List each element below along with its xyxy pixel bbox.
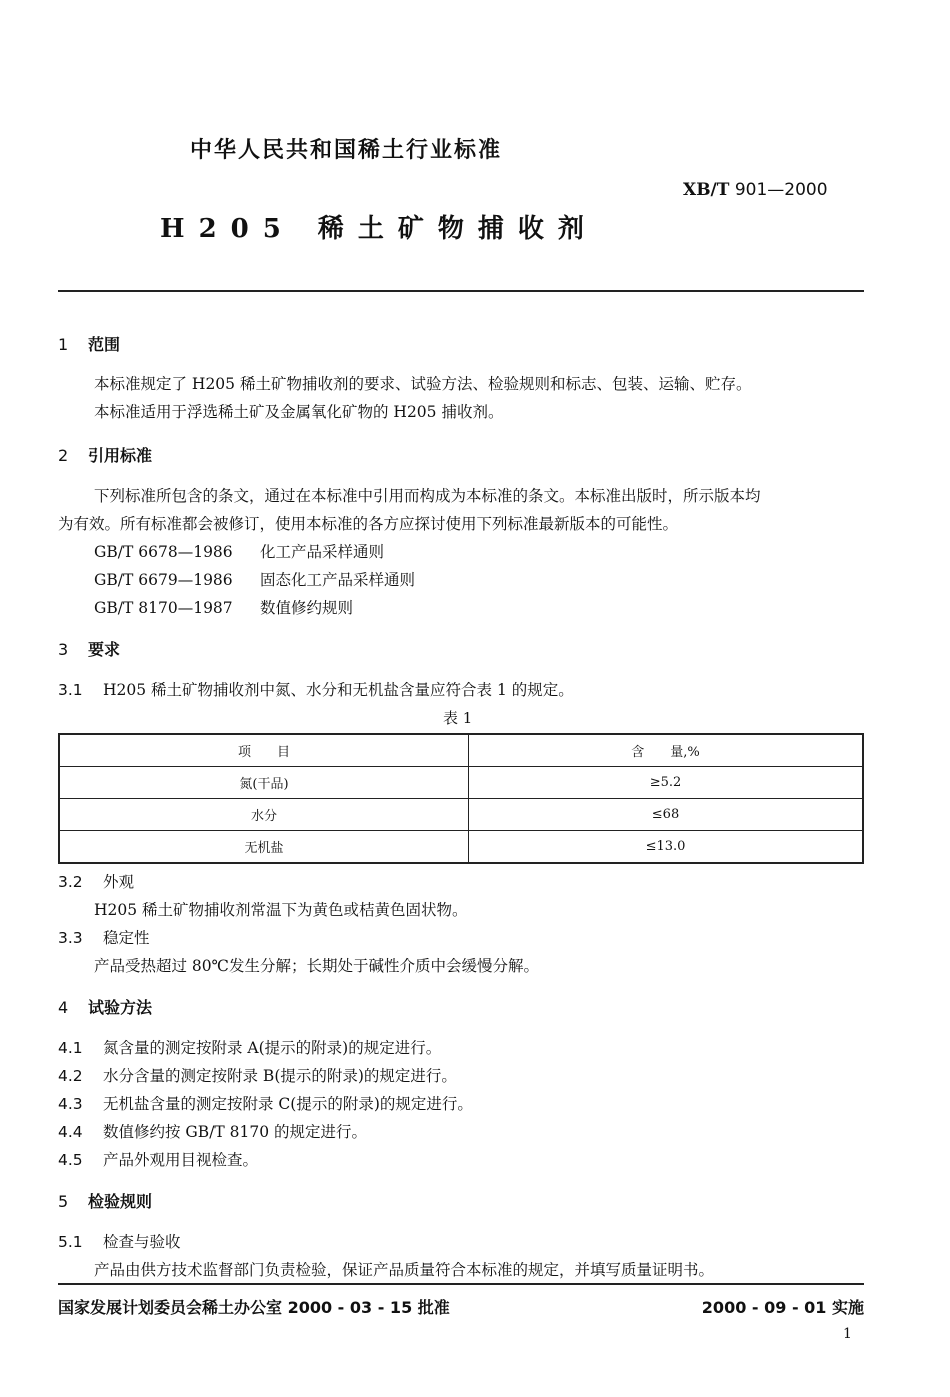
section-title: 要求 — [88, 640, 121, 659]
clause-4-5 — [58, 1148, 258, 1170]
table-caption: 表 1 — [443, 709, 473, 727]
clause-4-4 — [58, 1120, 367, 1142]
ref-name: 固态化工产品采样通则 — [260, 571, 416, 589]
header-cell-content: 含 量,% — [469, 734, 864, 767]
document-title: H205 稀土矿物捕收剂 — [160, 214, 598, 244]
clause-4-2 — [58, 1064, 457, 1086]
clause-3-2 — [58, 870, 134, 892]
clause-text: 无机盐含量的测定按附录 C(提示的附录)的规定进行。 — [103, 1095, 473, 1113]
clause-number: 3.2 — [58, 873, 83, 891]
code-number: 901—2000 — [734, 180, 828, 200]
requirements-table — [58, 733, 864, 864]
clause-number: 4.1 — [58, 1039, 83, 1057]
section-title: 范围 — [88, 335, 121, 354]
section-3-heading — [58, 637, 120, 660]
value-cell: ≤13.0 — [469, 831, 864, 864]
ref-code: GB/T 6678—1986 — [94, 543, 233, 561]
section-number: 4 — [58, 998, 69, 1017]
section-4-heading — [58, 995, 152, 1018]
section-5-heading — [58, 1189, 152, 1212]
code-prefix: XB/T — [683, 180, 730, 200]
issuing-org: 中华人民共和国稀土行业标准 — [190, 137, 503, 163]
s1-paragraph-1: 本标准规定了 H205 稀土矿物捕收剂的要求、试验方法、检验规则和标志、包装、运输、贮存。 — [94, 375, 752, 393]
section-number: 1 — [58, 335, 69, 354]
table-row — [59, 767, 863, 799]
clause-title: 检查与验收 — [103, 1233, 181, 1251]
clause-5-1-text: 产品由供方技术监督部门负责检验，保证产品质量符合本标准的规定，并填写质量证明书。 — [94, 1261, 715, 1279]
clause-5-1 — [58, 1230, 181, 1252]
clause-number: 3.3 — [58, 929, 83, 947]
standard-code — [683, 180, 828, 200]
section-1-heading — [58, 332, 120, 355]
clause-3-1 — [58, 678, 574, 700]
section-title: 检验规则 — [88, 1192, 153, 1211]
clause-text: 氮含量的测定按附录 A(提示的附录)的规定进行。 — [103, 1039, 442, 1057]
table-row — [59, 831, 863, 864]
s1-paragraph-2: 本标准适用于浮选稀土矿及金属氧化矿物的 H205 捕收剂。 — [94, 403, 504, 421]
clause-3-3 — [58, 926, 150, 948]
ref-code: GB/T 6679—1986 — [94, 571, 233, 589]
clause-3-3-text: 产品受热超过 80℃发生分解；长期处于碱性介质中会缓慢分解。 — [94, 957, 539, 975]
clause-text: 数值修约按 GB/T 8170 的规定进行。 — [103, 1123, 368, 1141]
clause-3-2-text: H205 稀土矿物捕收剂常温下为黄色或桔黄色固状物。 — [94, 901, 468, 919]
header-rule — [58, 290, 864, 292]
footer-rule — [58, 1283, 864, 1285]
page-number: 1 — [843, 1326, 852, 1342]
header-cell-item: 项 目 — [59, 734, 469, 767]
ref-item — [94, 568, 415, 590]
approval-line: 国家发展计划委员会稀土办公室 2000 - 03 - 15 批准 — [58, 1298, 450, 1317]
section-number: 2 — [58, 446, 69, 465]
clause-number: 5.1 — [58, 1233, 83, 1251]
clause-text: 产品外观用目视检查。 — [103, 1151, 259, 1169]
ref-name: 数值修约规则 — [260, 599, 354, 617]
item-cell: 氮(干品) — [59, 767, 469, 799]
section-title: 引用标准 — [88, 446, 153, 465]
section-number: 5 — [58, 1192, 69, 1211]
section-2-heading — [58, 443, 152, 466]
table-row — [59, 799, 863, 831]
clause-text: H205 稀土矿物捕收剂中氮、水分和无机盐含量应符合表 1 的规定。 — [103, 681, 574, 699]
item-cell: 无机盐 — [59, 831, 469, 864]
s2-paragraph-line-2: 为有效。所有标准都会被修订，使用本标准的各方应探讨使用下列标准最新版本的可能性。 — [58, 515, 679, 533]
ref-item — [94, 540, 384, 562]
value-cell: ≤68 — [469, 799, 864, 831]
table-header-row — [59, 734, 863, 767]
ref-code: GB/T 8170—1987 — [94, 599, 233, 617]
implementation-date: 2000 - 09 - 01 实施 — [701, 1298, 864, 1317]
clause-number: 4.4 — [58, 1123, 83, 1141]
clause-number: 3.1 — [58, 681, 83, 699]
item-cell: 水分 — [59, 799, 469, 831]
s2-paragraph-line-1: 下列标准所包含的条文，通过在本标准中引用而构成为本标准的条文。本标准出版时，所示版本均 — [94, 487, 761, 505]
clause-4-1 — [58, 1036, 441, 1058]
clause-number: 4.5 — [58, 1151, 83, 1169]
clause-text: 水分含量的测定按附录 B(提示的附录)的规定进行。 — [103, 1067, 457, 1085]
value-cell: ≥5.2 — [469, 767, 864, 799]
clause-title: 外观 — [103, 873, 135, 891]
clause-number: 4.2 — [58, 1067, 83, 1085]
ref-name: 化工产品采样通则 — [260, 543, 385, 561]
clause-number: 4.3 — [58, 1095, 83, 1113]
ref-item — [94, 596, 353, 618]
section-number: 3 — [58, 640, 69, 659]
clause-4-3 — [58, 1092, 473, 1114]
clause-title: 稳定性 — [103, 929, 150, 947]
section-title: 试验方法 — [88, 998, 153, 1017]
